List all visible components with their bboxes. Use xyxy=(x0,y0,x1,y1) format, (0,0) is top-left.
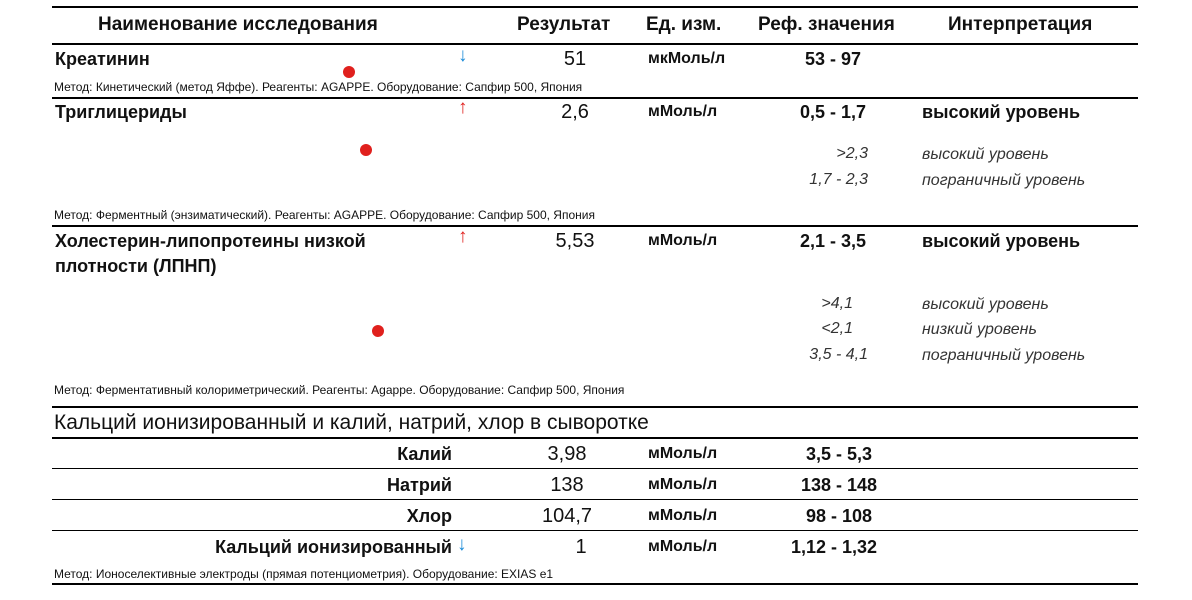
result-potassium: 3,98 xyxy=(547,443,587,465)
ref-ionized-calcium: 1,12 - 1,32 xyxy=(790,537,878,557)
method-triglycerides: Метод: Ферментный (энзиматический). Реагенты: AGAPPE. Оборудование: Сапфир 500, Япония xyxy=(54,208,595,222)
section-title-border xyxy=(52,437,1138,439)
arrow-down-icon: ↓ xyxy=(457,534,467,555)
ref-chloride: 98 - 108 xyxy=(805,506,873,526)
subrange-interp: низкий уровень xyxy=(922,321,1037,338)
test-name-ldl-line1: Холестерин-липопротеины низкой xyxy=(55,231,366,251)
result-sodium: 138 xyxy=(550,474,584,496)
method-creatinine: Метод: Кинетический (метод Яффе). Реагенты: AGAPPE. Оборудование: Сапфир 500, Япония xyxy=(54,80,583,94)
test-name-chloride: Хлор xyxy=(406,506,452,526)
unit-potassium: мМоль/л xyxy=(648,445,718,462)
ref-ldl: 2,1 - 3,5 xyxy=(799,231,867,251)
result-triglycerides: 2,6 xyxy=(561,101,589,123)
subrange-ref: 3,5 - 4,1 xyxy=(809,346,868,363)
row-divider xyxy=(52,530,1138,531)
subrange-ref: >2,3 xyxy=(836,145,868,162)
marker-dot xyxy=(343,66,355,78)
unit-ldl: мМоль/л xyxy=(648,232,718,249)
unit-sodium: мМоль/л xyxy=(648,476,718,493)
subrange-ref: <2,1 xyxy=(821,320,853,337)
test-name-potassium: Калий xyxy=(397,444,452,464)
subrange-interp: пограничный уровень xyxy=(922,347,1086,364)
marker-dot xyxy=(360,144,372,156)
row-divider xyxy=(52,468,1138,469)
subrange-ref: >4,1 xyxy=(821,295,853,312)
result-chloride: 104,7 xyxy=(541,505,593,527)
ref-triglycerides: 0,5 - 1,7 xyxy=(799,102,867,122)
arrow-up-icon: ↑ xyxy=(458,97,468,118)
header-unit: Ед. изм. xyxy=(646,14,722,35)
test-name-sodium: Натрий xyxy=(387,475,452,495)
method-electrolytes: Метод: Ионоселективные электроды (прямая потенциометрия). Оборудование: EXIAS e1 xyxy=(54,567,554,581)
unit-ionized-calcium: мМоль/л xyxy=(648,538,718,555)
subrange-interp: пограничный уровень xyxy=(922,172,1086,189)
test-name-triglycerides: Триглицериды xyxy=(55,102,187,122)
subrange-interp: высокий уровень xyxy=(922,296,1049,313)
result-ionized-calcium: 1 xyxy=(575,536,587,558)
method-ldl: Метод: Ферментативный колориметрический. Реагенты: Agappe. Оборудование: Сапфир 500, Япония xyxy=(54,383,625,397)
ref-creatinine: 53 - 97 xyxy=(804,49,862,69)
marker-dot xyxy=(372,325,384,337)
row-divider xyxy=(52,97,1138,99)
test-name-ldl-line2: плотности (ЛПНП) xyxy=(55,256,217,276)
table-top-border xyxy=(52,6,1138,8)
test-name-creatinine: Креатинин xyxy=(55,49,150,69)
unit-creatinine: мкМоль/л xyxy=(648,50,726,67)
header-border xyxy=(52,43,1138,45)
interp-triglycerides: высокий уровень xyxy=(922,102,1081,122)
subrange-interp: высокий уровень xyxy=(922,146,1049,163)
table-bottom-border xyxy=(52,583,1138,585)
header-name: Наименование исследования xyxy=(98,14,378,35)
unit-triglycerides: мМоль/л xyxy=(648,103,718,120)
section-title: Кальций ионизированный и калий, натрий, хлор в сыворотке xyxy=(54,411,649,434)
result-creatinine: 51 xyxy=(563,48,587,70)
subrange-ref: 1,7 - 2,3 xyxy=(809,171,868,188)
header-ref: Реф. значения xyxy=(758,14,895,35)
row-divider xyxy=(52,499,1138,500)
arrow-down-icon: ↓ xyxy=(458,45,468,66)
arrow-up-icon: ↑ xyxy=(458,226,468,247)
section-top-border xyxy=(52,406,1138,408)
row-divider xyxy=(52,225,1138,227)
ref-sodium: 138 - 148 xyxy=(800,475,878,495)
ref-potassium: 3,5 - 5,3 xyxy=(805,444,873,464)
header-result: Результат xyxy=(517,14,611,35)
unit-chloride: мМоль/л xyxy=(648,507,718,524)
header-interp: Интерпретация xyxy=(948,14,1093,35)
result-ldl: 5,53 xyxy=(555,230,595,252)
test-name-ionized-calcium: Кальций ионизированный xyxy=(215,537,452,557)
interp-ldl: высокий уровень xyxy=(922,231,1081,251)
